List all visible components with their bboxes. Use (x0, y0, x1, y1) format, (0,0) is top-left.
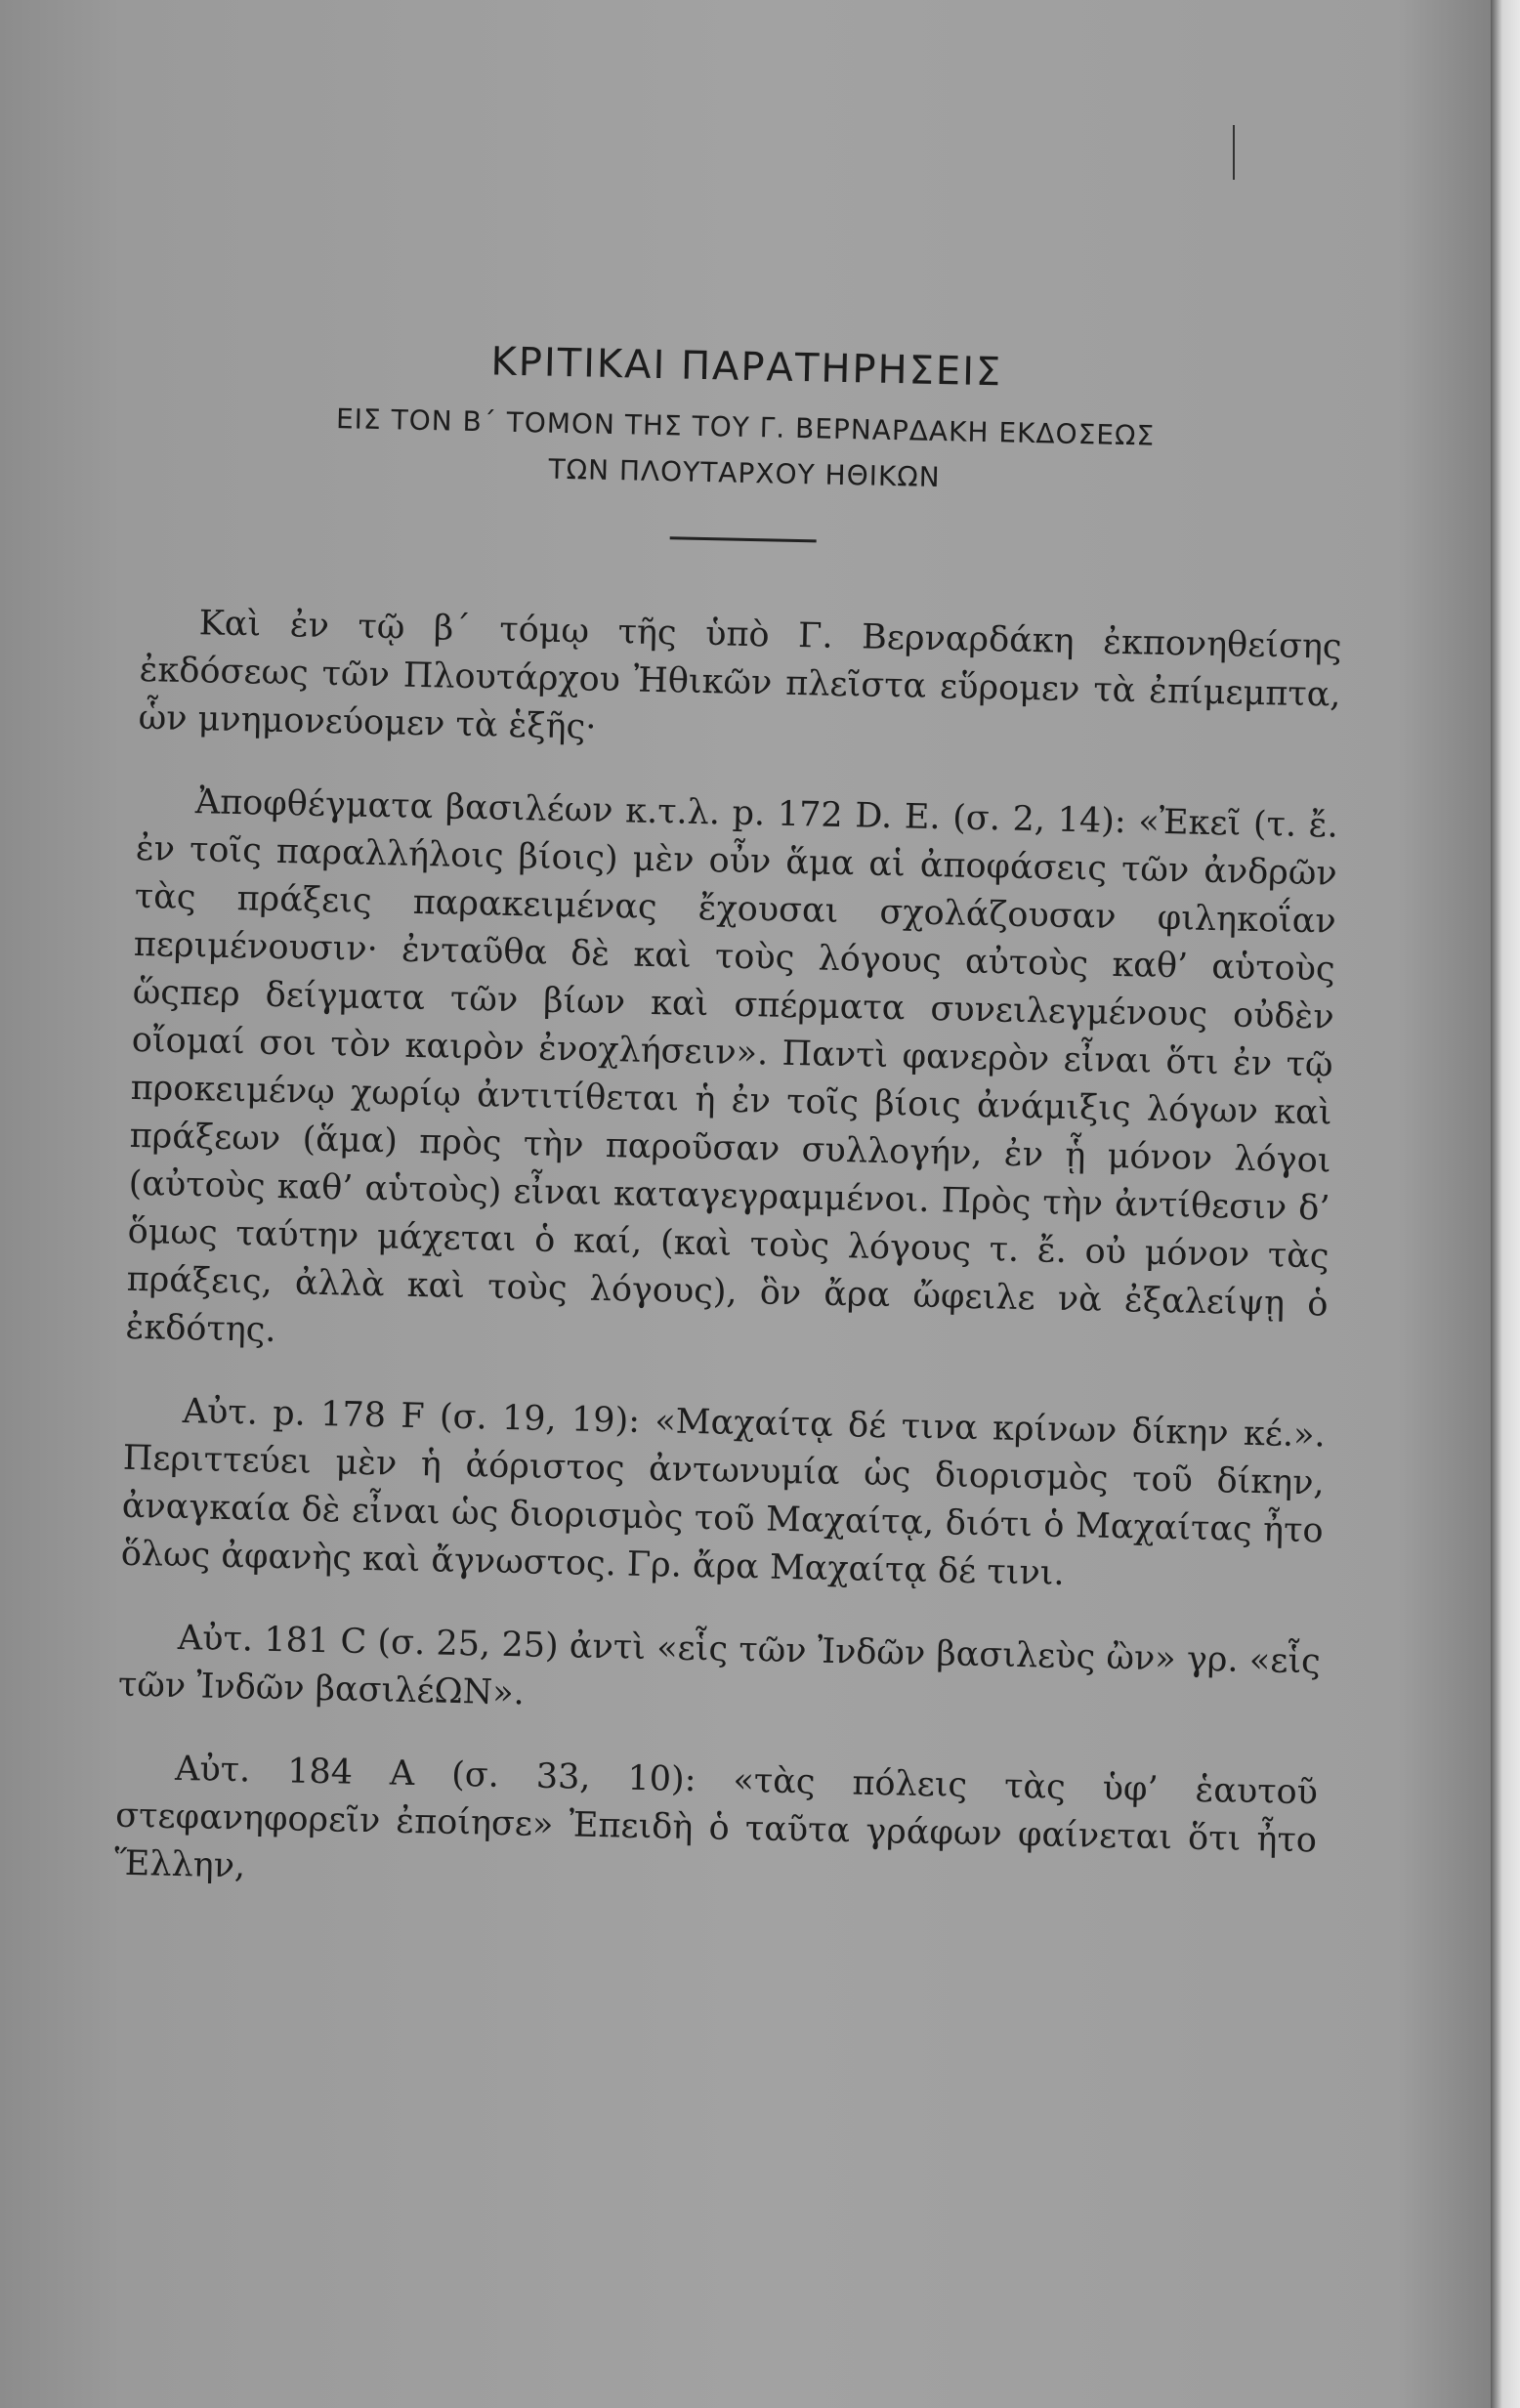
paragraph-178f: Αὐτ. p. 178 F (σ. 19, 19): «Μαχαίτᾳ δέ τινα κρίνων δίκην κέ.». Περιττεύει μὲν ἡ ἀόριστος ἀντωνυμία ὡς διορισμὸς τοῦ δίκην, ἀναγκαία δὲ εἶναι ὡς διορισμὸς τοῦ Μαχαίτᾳ, διότι ὁ Μαχαίτας ἦτο ὅλως ἀφανὴς καὶ ἄγνωστος. Γρ. ἄρα Μαχαίτᾳ δέ τινι. (120, 1392, 1327, 1593)
paragraph-intro: Καὶ ἐν τῷ β΄ τόμῳ τῆς ὑπὸ Γ. Βερναρδάκη ἐκπονηθείσης ἐκδόσεως τῶν Πλουτάρχου Ἠθικῶν πλεῖστα εὕρομεν τὰ ἐπίμεμπτα, ὧν μνημονεύομεν τὰ ἑξῆς· (138, 604, 1342, 747)
text-block (113, 332, 1348, 1948)
subtitle-line-1: ΕΙΣ ΤΟΝ Β΄ ΤΟΜΟΝ ΤΗΣ ΤΟΥ Γ. ΒΕΡΝΑΡΔΑΚΗ ΕΚΔΟΣΕΩΣ (335, 402, 1156, 452)
paragraph-apophthegmata: Ἀποφθέγματα βασιλέων κ.τ.λ. p. 172 D. E. (σ. 2, 14): «Ἐκεῖ (τ. ἔ. ἐν τοῖς παραλλήλοις βίοις) μὲν οὖν ἅμα αἱ ἀποφάσεις τῶν ἀνδρῶν τὰς πράξεις παρακειμένας ἔχουσαι σχολάζουσαν φιληκοΐαν περιμένουσιν· ἐνταῦθα δὲ καὶ τοὺς λόγους αὐτοὺς καθ’ αὑτοὺς ὥςπερ δείγματα τῶν βίων καὶ σπέρματα συνειλεγμένους οὐδὲν οἴομαί σοι τὸν καιρὸν ἐνοχλήσειν». Παντὶ φανερὸν εἶναι ὅτι ἐν τῷ προκειμένῳ χωρίῳ ἀντιτίθεται ἡ ἐν τοῖς βίοις ἀνάμιξις λόγων καὶ πράξεων (ἅμα) πρὸς τὴν παροῦσαν συλλογήν, ἐν ᾗ μόνον λόγοι (αὐτοὺς καθ’ αὑτοὺς) εἶναι καταγεγραμμένοι. Πρὸς τὴν ἀντίθεσιν δ’ ὅμως ταύτην μάχεται ὁ καί, (καὶ τοὺς λόγους τ. ἔ. οὐ μόνον τὰς πράξεις, ἀλλὰ καὶ τοὺς λόγους), ὃν ἄρα ὤφειλε νὰ ἐξαλείψῃ ὁ ἐκδότης. (125, 782, 1339, 1350)
paragraph-184a: Αὐτ. 184 A (σ. 33, 10): «τὰς πόλεις τὰς ὑφ’ ἑαυτοῦ στεφανηφορεῖν ἐποίησε» Ἐπειδὴ ὁ ταῦτα γράφων φαίνεται ὅτι ἦτο Ἕλλην, (113, 1749, 1319, 1886)
fold-mark (1233, 125, 1235, 180)
page-title: ΚΡΙΤΙΚΑΙ ΠΑΡΑΤΗΡΗΣΕΙΣ (490, 339, 1003, 396)
divider-rule (670, 536, 817, 542)
page-edge (1491, 0, 1520, 2408)
subtitle-line-2: ΤΩΝ ΠΛΟΥΤΑΡΧΟΥ ΗΘΙΚΩΝ (548, 452, 941, 494)
paragraph-181c: Αὐτ. 181 C (σ. 25, 25) ἀντὶ «εἷς τῶν Ἰνδῶν βασιλεὺς ὢν» γρ. «εἷς τῶν Ἰνδῶν βασιλέΩΝ». (117, 1618, 1322, 1713)
